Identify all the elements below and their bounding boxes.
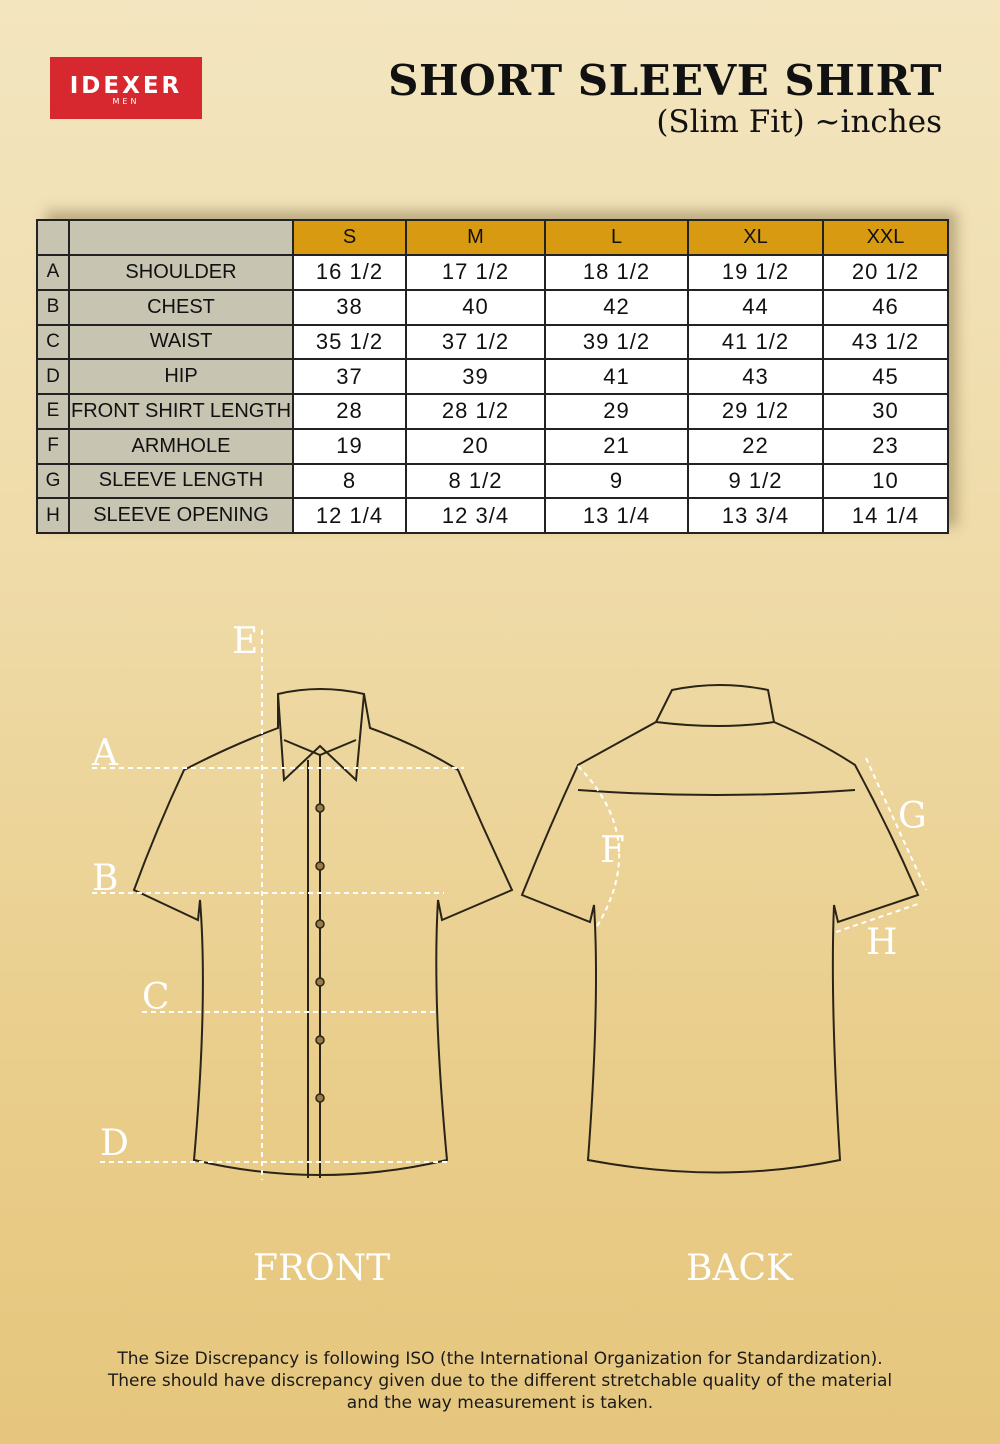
size-value-cell: 16 1/2 (293, 255, 406, 290)
row-label: WAIST (69, 325, 293, 360)
page-title (388, 58, 942, 140)
size-value-cell: 8 1/2 (406, 464, 545, 499)
size-table-wrap (36, 219, 947, 534)
size-header: L (545, 220, 688, 255)
size-value-cell: 42 (545, 290, 688, 325)
row-letter: B (37, 290, 69, 325)
size-value-cell: 43 1/2 (823, 325, 948, 360)
size-value-cell: 20 1/2 (823, 255, 948, 290)
row-letter: E (37, 394, 69, 429)
size-value-cell: 20 (406, 429, 545, 464)
mark-a: A (92, 733, 118, 774)
size-table-body (37, 255, 948, 533)
header-blank (37, 220, 69, 255)
brand-sub: MEN (112, 97, 140, 106)
row-label: CHEST (69, 290, 293, 325)
table-row (37, 255, 948, 290)
size-value-cell: 14 1/4 (823, 498, 948, 533)
size-value-cell: 12 3/4 (406, 498, 545, 533)
size-value-cell: 12 1/4 (293, 498, 406, 533)
size-value-cell: 37 (293, 359, 406, 394)
back-shirt (522, 685, 918, 1173)
table-row (37, 359, 948, 394)
header-blank (69, 220, 293, 255)
size-value-cell: 39 1/2 (545, 325, 688, 360)
size-value-cell: 30 (823, 394, 948, 429)
row-letter: H (37, 498, 69, 533)
footnote (100, 1348, 900, 1414)
shirt-diagram (0, 600, 1000, 1200)
row-label: ARMHOLE (69, 429, 293, 464)
row-letter: A (37, 255, 69, 290)
size-value-cell: 28 (293, 394, 406, 429)
size-value-cell: 38 (293, 290, 406, 325)
size-value-cell: 17 1/2 (406, 255, 545, 290)
size-value-cell: 19 1/2 (688, 255, 823, 290)
table-row (37, 394, 948, 429)
size-value-cell: 22 (688, 429, 823, 464)
size-value-cell: 35 1/2 (293, 325, 406, 360)
front-shirt (134, 689, 512, 1178)
row-label: SHOULDER (69, 255, 293, 290)
footnote-line: and the way measurement is taken. (346, 1393, 654, 1413)
footnote-line: There should have discrepancy given due to the different stretchable quality of the material (107, 1371, 893, 1391)
size-value-cell: 46 (823, 290, 948, 325)
size-value-cell: 13 3/4 (688, 498, 823, 533)
table-row (37, 325, 948, 360)
size-header: XL (688, 220, 823, 255)
mark-e: E (232, 621, 259, 662)
mark-d: D (100, 1123, 129, 1164)
size-header: XXL (823, 220, 948, 255)
size-value-cell: 43 (688, 359, 823, 394)
table-row (37, 429, 948, 464)
title-main: SHORT SLEEVE SHIRT (388, 56, 942, 105)
front-label: FRONT (253, 1248, 391, 1289)
size-value-cell: 41 1/2 (688, 325, 823, 360)
table-row (37, 464, 948, 499)
size-value-cell: 10 (823, 464, 948, 499)
size-value-cell: 28 1/2 (406, 394, 545, 429)
size-value-cell: 18 1/2 (545, 255, 688, 290)
size-value-cell: 8 (293, 464, 406, 499)
size-value-cell: 37 1/2 (406, 325, 545, 360)
mark-f: F (600, 830, 625, 871)
size-header: S (293, 220, 406, 255)
row-label: FRONT SHIRT LENGTH (69, 394, 293, 429)
size-value-cell: 21 (545, 429, 688, 464)
row-letter: F (37, 429, 69, 464)
mark-b: B (92, 858, 119, 899)
brand-name: IDEXER (69, 73, 183, 99)
size-value-cell: 13 1/4 (545, 498, 688, 533)
size-table (36, 219, 949, 534)
size-value-cell: 45 (823, 359, 948, 394)
row-letter: G (37, 464, 69, 499)
row-label: SLEEVE OPENING (69, 498, 293, 533)
size-value-cell: 29 1/2 (688, 394, 823, 429)
row-letter: C (37, 325, 69, 360)
size-value-cell: 44 (688, 290, 823, 325)
row-label: SLEEVE LENGTH (69, 464, 293, 499)
mark-c: C (142, 977, 170, 1018)
table-row (37, 290, 948, 325)
mark-g: G (898, 796, 927, 837)
size-value-cell: 29 (545, 394, 688, 429)
size-value-cell: 19 (293, 429, 406, 464)
size-header: M (406, 220, 545, 255)
size-value-cell: 9 1/2 (688, 464, 823, 499)
size-value-cell: 39 (406, 359, 545, 394)
size-value-cell: 41 (545, 359, 688, 394)
title-sub: (Slim Fit) ~inches (656, 104, 942, 140)
back-measure-lines (578, 758, 926, 932)
size-value-cell: 40 (406, 290, 545, 325)
row-label: HIP (69, 359, 293, 394)
table-row (37, 498, 948, 533)
row-letter: D (37, 359, 69, 394)
mark-h: H (866, 922, 898, 963)
footnote-line: The Size Discrepancy is following ISO (the International Organization for Standardization). (117, 1349, 883, 1369)
back-label: BACK (686, 1248, 793, 1289)
brand-logo (50, 57, 202, 119)
size-header-row (37, 220, 948, 255)
size-value-cell: 9 (545, 464, 688, 499)
size-value-cell: 23 (823, 429, 948, 464)
